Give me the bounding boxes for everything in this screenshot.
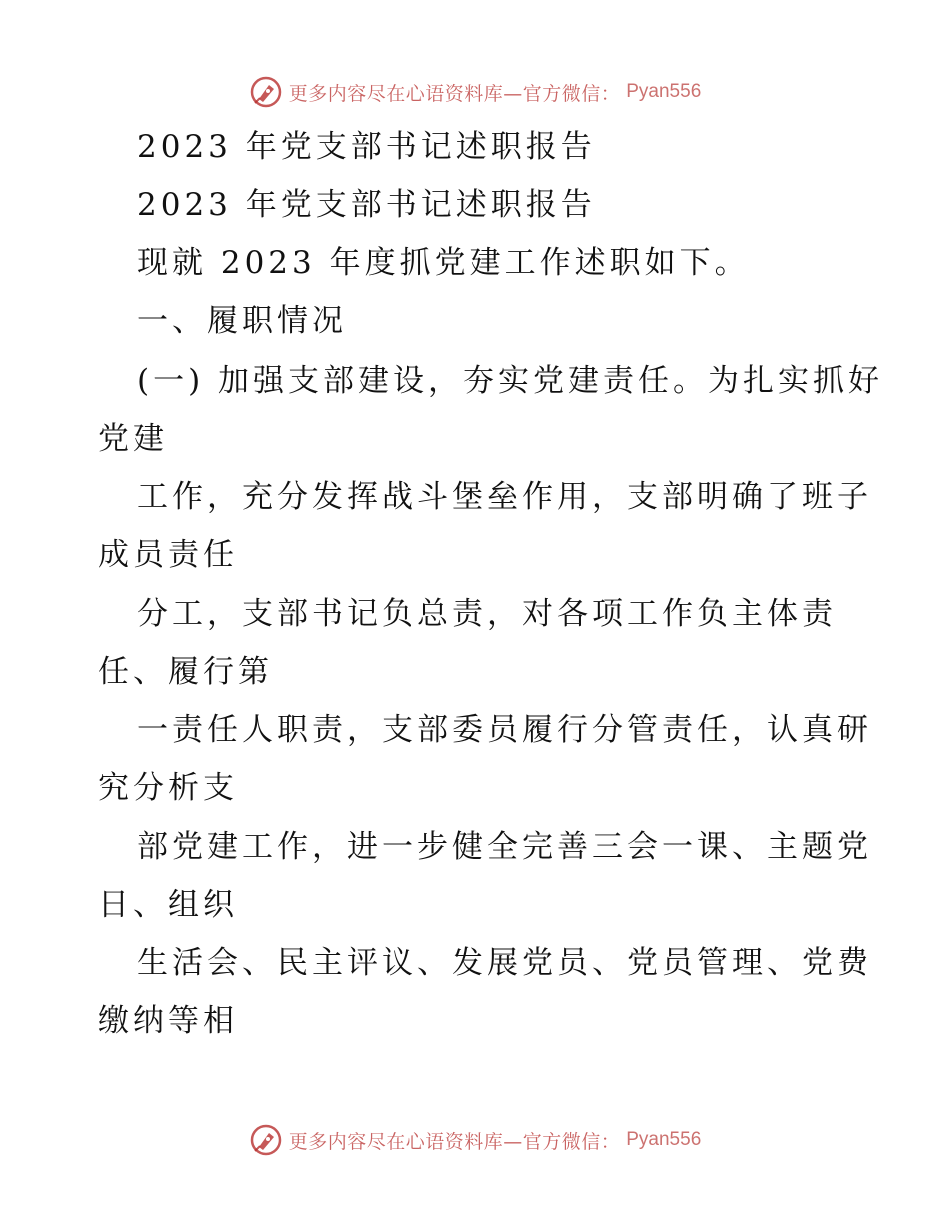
paragraph-line: 一责任人职责，支部委员履行分管责任，认真研	[137, 712, 872, 748]
paragraph-line: 成员责任	[98, 537, 238, 573]
document-title: 2023 年党支部书记述职报告	[137, 129, 596, 165]
paragraph-line: 部党建工作，进一步健全完善三会一课、主题党	[137, 829, 872, 865]
paragraph-line: 党建	[98, 421, 168, 457]
watermark-account: Pyan556	[626, 1129, 702, 1150]
watermark-account: Pyan556	[626, 81, 702, 102]
footer-watermark	[0, 1120, 950, 1160]
watermark-text: 更多内容尽在心语资料库—官方微信：	[288, 82, 621, 105]
paragraph-line: (一) 加强支部建设，夯实党建责任。为扎实抓好	[137, 363, 884, 399]
paragraph-line: 缴纳等相	[98, 1003, 238, 1039]
paragraph-line: 日、组织	[98, 887, 238, 923]
intro-paragraph: 现就 2023 年度抓党建工作述职如下。	[137, 245, 750, 281]
watermark-text: 更多内容尽在心语资料库—官方微信：	[288, 1130, 621, 1153]
document-title-repeat: 2023 年党支部书记述职报告	[137, 187, 596, 223]
paragraph-line: 生活会、民主评议、发展党员、党员管理、党费	[137, 945, 872, 981]
paragraph-line: 任、履行第	[98, 654, 273, 690]
section-heading: 一、履职情况	[137, 303, 347, 339]
paragraph-line: 究分析支	[98, 770, 238, 806]
fountain-pen-logo-icon	[249, 1123, 283, 1157]
fountain-pen-logo-icon	[249, 75, 283, 109]
paragraph-line: 分工，支部书记负总责，对各项工作负主体责	[137, 596, 837, 632]
header-watermark	[0, 72, 950, 112]
paragraph-line: 工作，充分发挥战斗堡垒作用，支部明确了班子	[137, 479, 872, 515]
